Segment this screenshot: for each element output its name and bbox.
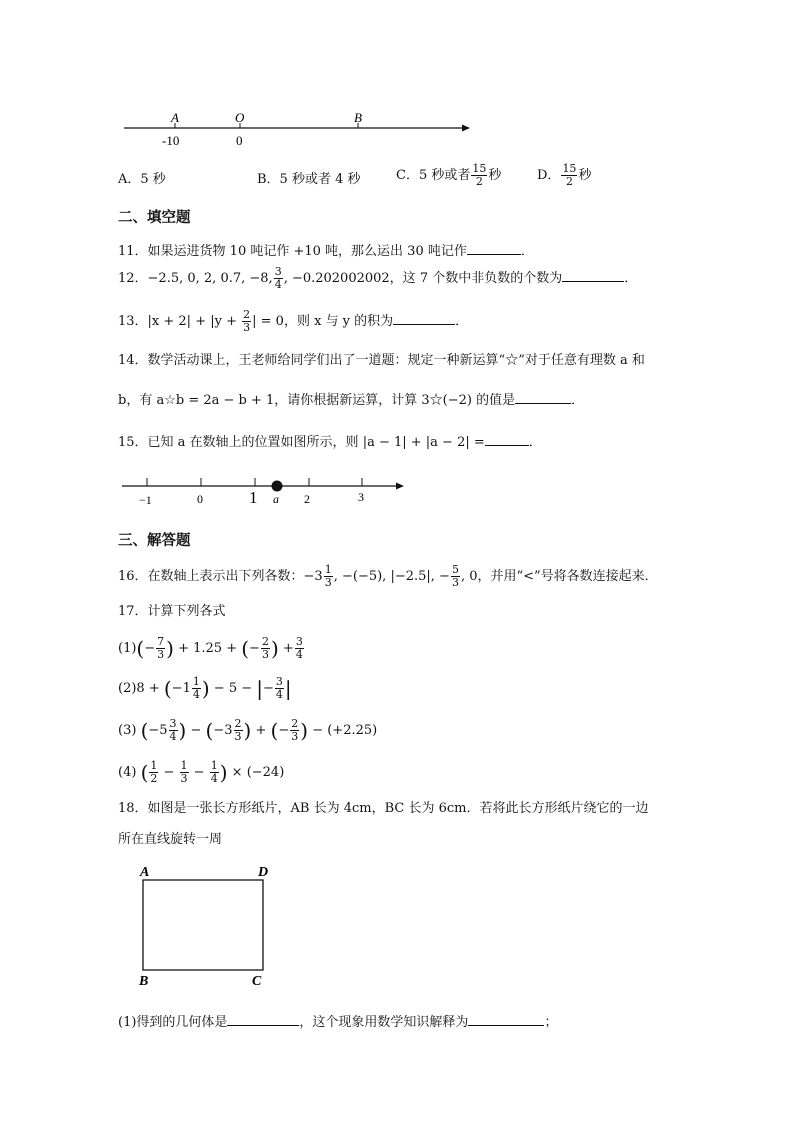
tick-2: 2 <box>304 492 310 506</box>
number-line-1 <box>118 106 478 152</box>
point-b-label: B <box>354 110 362 125</box>
point-o-label: O <box>235 110 245 125</box>
rectangle-figure <box>130 860 280 992</box>
question-14-line-2: b，有 a☆b = 2a − b + 1，请你根据新运算，计算 3☆(−2) 的值是 ． <box>118 389 584 410</box>
point-a-dot <box>272 481 283 492</box>
question-16: 16．在数轴上表示出下列各数：−3 $\frac{1}{3}$ , −(−5), |−2.5|, − $\frac{5}{3}$ , 0，并用“<”号将各数连接起来． <box>118 563 658 589</box>
question-18-line-2: 所在直线旋转一周 <box>118 832 223 847</box>
question-17-title: 17．计算下列各式 <box>118 604 226 619</box>
value-o: 0 <box>236 133 243 148</box>
tick-3: 3 <box>358 490 364 504</box>
value-a: -10 <box>162 133 180 148</box>
question-12: 12．−2.5, 0, 2, 0.7, −8, $\frac{3}{4}$ , −0.202002002，这 7 个数中非负数的个数为 ． <box>118 265 638 291</box>
point-a-label: A <box>171 110 179 125</box>
section-fill-in-heading: 二、填空题 <box>118 210 191 226</box>
tick-neg1: −1 <box>139 493 152 507</box>
question-11: 11．如果运进货物 10 吨记作 +10 吨，那么运出 30 吨记作 ． <box>118 240 534 261</box>
q18-part-1: (1)得到的几何体是 ，这个现象用数学知识解释为 ； <box>118 1011 557 1032</box>
q10-option-c: C．5 秒或者 $\frac{15}{2}$ 秒 <box>396 162 502 188</box>
q10-option-d: D． $\frac{15}{2}$ 秒 <box>537 162 592 188</box>
q17-part-1: (1)(− $\frac{7}{3}$ ) + 1.25 + (− $\frac{2}{3}$ ) + $\frac{3}{4}$ <box>118 635 303 661</box>
tick-1: 1 <box>249 488 258 507</box>
vertex-d: D <box>258 865 269 880</box>
q17-part-2: (2)8 + (−1 $\frac{1}{4}$ ) − 5 − |− $\frac{3}{4}$ | <box>118 675 292 701</box>
q10-option-b: B．5 秒或者 4 秒 <box>257 172 361 187</box>
question-15: 15．已知 a 在数轴上的位置如图所示，则 |a − 1| + |a − 2| = ． <box>118 431 542 452</box>
vertex-b: B <box>139 974 149 989</box>
vertex-a: A <box>140 865 150 880</box>
vertex-c: C <box>252 974 262 989</box>
point-a-label: a <box>273 492 279 506</box>
question-14-line-1: 14．数学活动课上，王老师给同学们出了一道题：规定一种新运算“☆”对于任意有理数 a 和 <box>118 353 645 368</box>
q17-part-3: (3) (−5 $\frac{3}{4}$ ) − (−3 $\frac{2}{3}$ ) + (− $\frac{2}{3}$ ) − (+2.25) <box>118 717 378 743</box>
question-13: 13．|x + 2| + |y + $\frac{2}{3}$ | = 0，则 x 与 y 的积为 ． <box>118 308 469 334</box>
q10-option-a: A．5 秒 <box>118 172 166 187</box>
number-line-2 <box>118 472 418 508</box>
tick-0: 0 <box>197 492 203 506</box>
section-solve-heading: 三、解答题 <box>118 533 191 549</box>
question-18-line-1: 18．如图是一张长方形纸片，AB 长为 4cm，BC 长为 6cm．若将此长方形纸片绕它的一边 <box>118 801 649 816</box>
q17-part-4: (4) ( $\frac{1}{2}$ − $\frac{1}{3}$ − $\frac{1}{4}$ ) × (−24) <box>118 759 285 785</box>
